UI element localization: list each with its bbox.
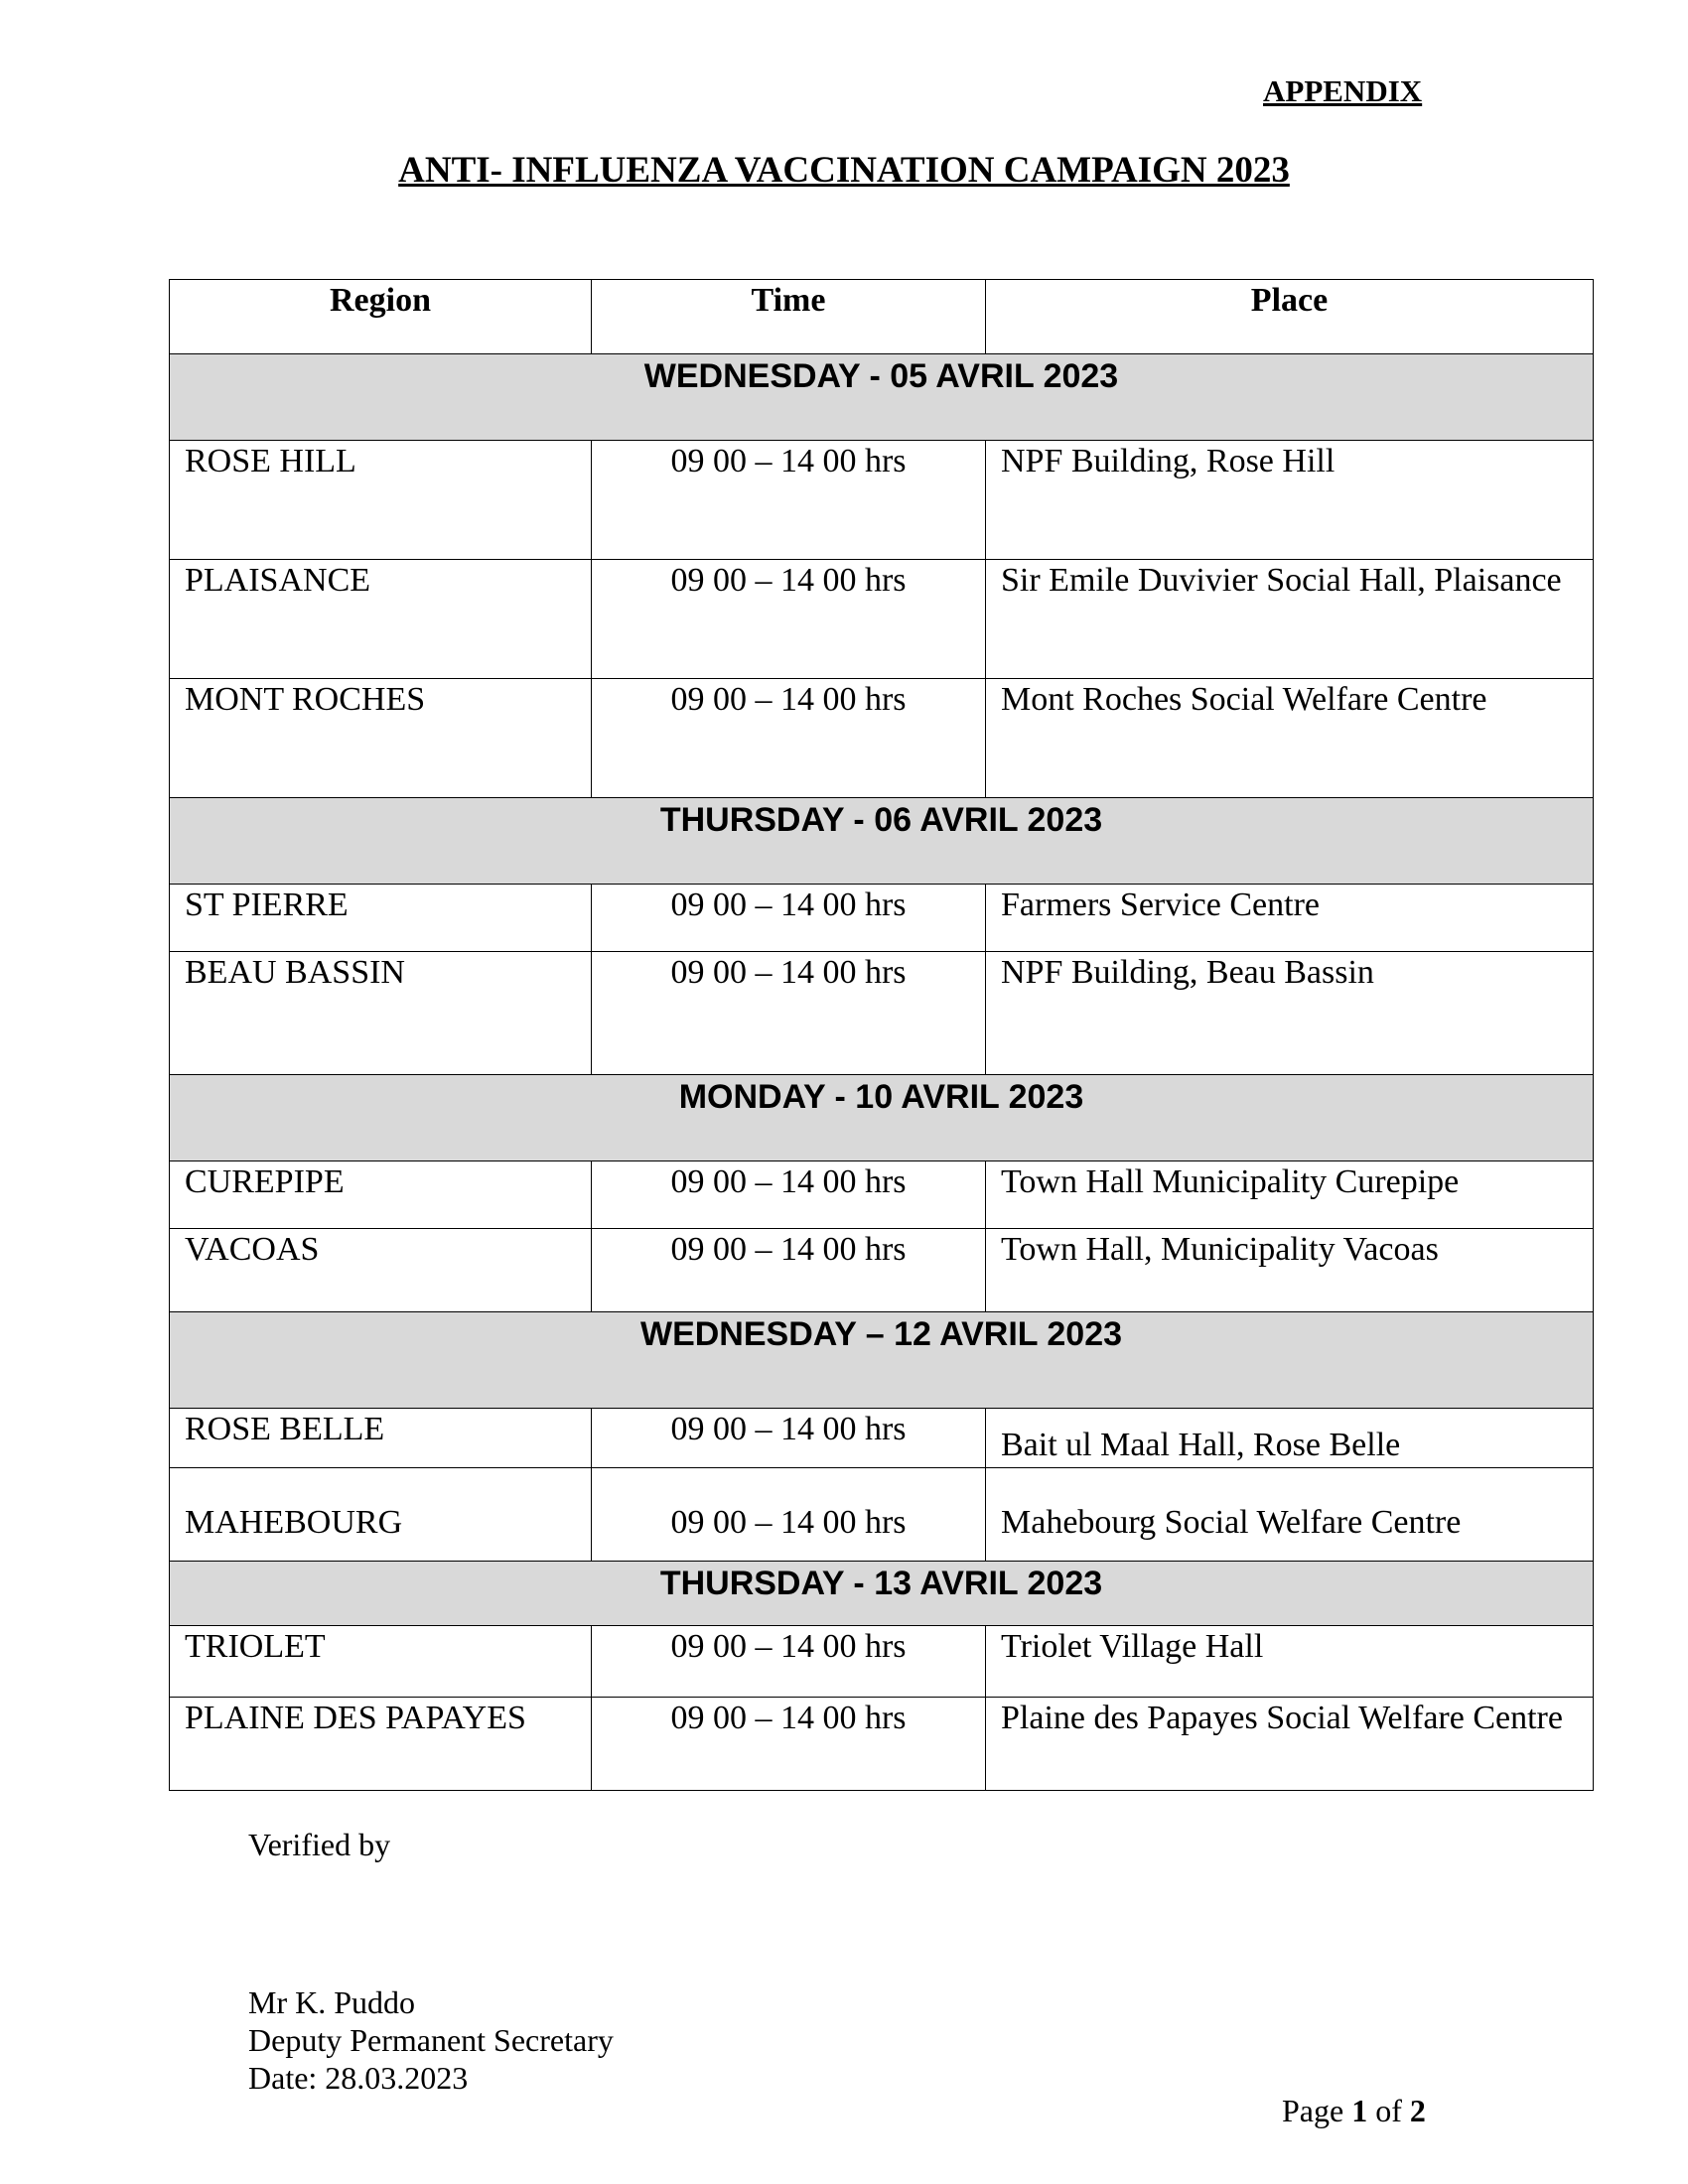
time-cell: 09 00 – 14 00 hrs <box>592 441 986 560</box>
page-prefix: Page <box>1282 2093 1344 2128</box>
region-cell: PLAINE DES PAPAYES <box>170 1698 592 1791</box>
column-header-time: Time <box>592 280 986 354</box>
time-cell: 09 00 – 14 00 hrs <box>592 1409 986 1468</box>
appendix-label: APPENDIX <box>1263 73 1423 108</box>
table-row <box>170 885 1594 952</box>
region-cell: VACOAS <box>170 1229 592 1312</box>
time-cell: 09 00 – 14 00 hrs <box>592 679 986 798</box>
time-cell: 09 00 – 14 00 hrs <box>592 1468 986 1562</box>
time-cell: 09 00 – 14 00 hrs <box>592 1626 986 1698</box>
document-title: ANTI- INFLUENZA VACCINATION CAMPAIGN 2023 <box>398 150 1290 191</box>
place-cell: NPF Building, Beau Bassin <box>986 952 1594 1075</box>
signature-date: Date: 28.03.2023 <box>248 2060 469 2096</box>
table-row <box>170 1229 1594 1312</box>
signature-block <box>248 1983 614 2097</box>
time-cell: 09 00 – 14 00 hrs <box>592 1161 986 1229</box>
day-row: THURSDAY - 13 AVRIL 2023 <box>170 1562 1594 1626</box>
table-row <box>170 560 1594 679</box>
time-cell: 09 00 – 14 00 hrs <box>592 1698 986 1791</box>
region-cell: ROSE BELLE <box>170 1409 592 1468</box>
place-cell: Farmers Service Centre <box>986 885 1594 952</box>
time-cell: 09 00 – 14 00 hrs <box>592 952 986 1075</box>
table-row <box>170 1468 1594 1562</box>
region-cell: TRIOLET <box>170 1626 592 1698</box>
column-header-place: Place <box>986 280 1594 354</box>
region-cell: MONT ROCHES <box>170 679 592 798</box>
time-cell: 09 00 – 14 00 hrs <box>592 885 986 952</box>
region-cell: ST PIERRE <box>170 885 592 952</box>
time-cell: 09 00 – 14 00 hrs <box>592 560 986 679</box>
table-row <box>170 1698 1594 1791</box>
day-row: WEDNESDAY - 05 AVRIL 2023 <box>170 354 1594 441</box>
place-cell: Mahebourg Social Welfare Centre <box>986 1468 1594 1562</box>
region-cell: CUREPIPE <box>170 1161 592 1229</box>
day-row: MONDAY - 10 AVRIL 2023 <box>170 1075 1594 1161</box>
place-cell: Town Hall, Municipality Vacoas <box>986 1229 1594 1312</box>
region-cell: PLAISANCE <box>170 560 592 679</box>
table-header-row <box>170 280 1594 354</box>
region-cell: BEAU BASSIN <box>170 952 592 1075</box>
page-number <box>1282 2093 1426 2129</box>
table-row <box>170 441 1594 560</box>
place-cell: Triolet Village Hall <box>986 1626 1594 1698</box>
region-cell: MAHEBOURG <box>170 1468 592 1562</box>
place-cell: Mont Roches Social Welfare Centre <box>986 679 1594 798</box>
column-header-region: Region <box>170 280 592 354</box>
place-cell: Bait ul Maal Hall, Rose Belle <box>986 1409 1594 1468</box>
day-row: WEDNESDAY – 12 AVRIL 2023 <box>170 1312 1594 1409</box>
table-row <box>170 1409 1594 1468</box>
table-row <box>170 679 1594 798</box>
table-row <box>170 1161 1594 1229</box>
verified-by-label: Verified by <box>248 1827 391 1862</box>
day-row: THURSDAY - 06 AVRIL 2023 <box>170 798 1594 885</box>
signatory-title: Deputy Permanent Secretary <box>248 2022 614 2058</box>
place-cell: Sir Emile Duvivier Social Hall, Plaisance <box>986 560 1594 679</box>
page-of: of <box>1375 2093 1402 2128</box>
signatory-name: Mr K. Puddo <box>248 1984 416 2020</box>
page-current: 1 <box>1351 2093 1368 2128</box>
region-cell: ROSE HILL <box>170 441 592 560</box>
place-cell: Town Hall Municipality Curepipe <box>986 1161 1594 1229</box>
page-total: 2 <box>1409 2093 1426 2128</box>
place-cell: NPF Building, Rose Hill <box>986 441 1594 560</box>
table-row <box>170 1626 1594 1698</box>
place-cell: Plaine des Papayes Social Welfare Centre <box>986 1698 1594 1791</box>
vaccination-schedule-table <box>169 279 1594 1791</box>
table-row <box>170 952 1594 1075</box>
time-cell: 09 00 – 14 00 hrs <box>592 1229 986 1312</box>
